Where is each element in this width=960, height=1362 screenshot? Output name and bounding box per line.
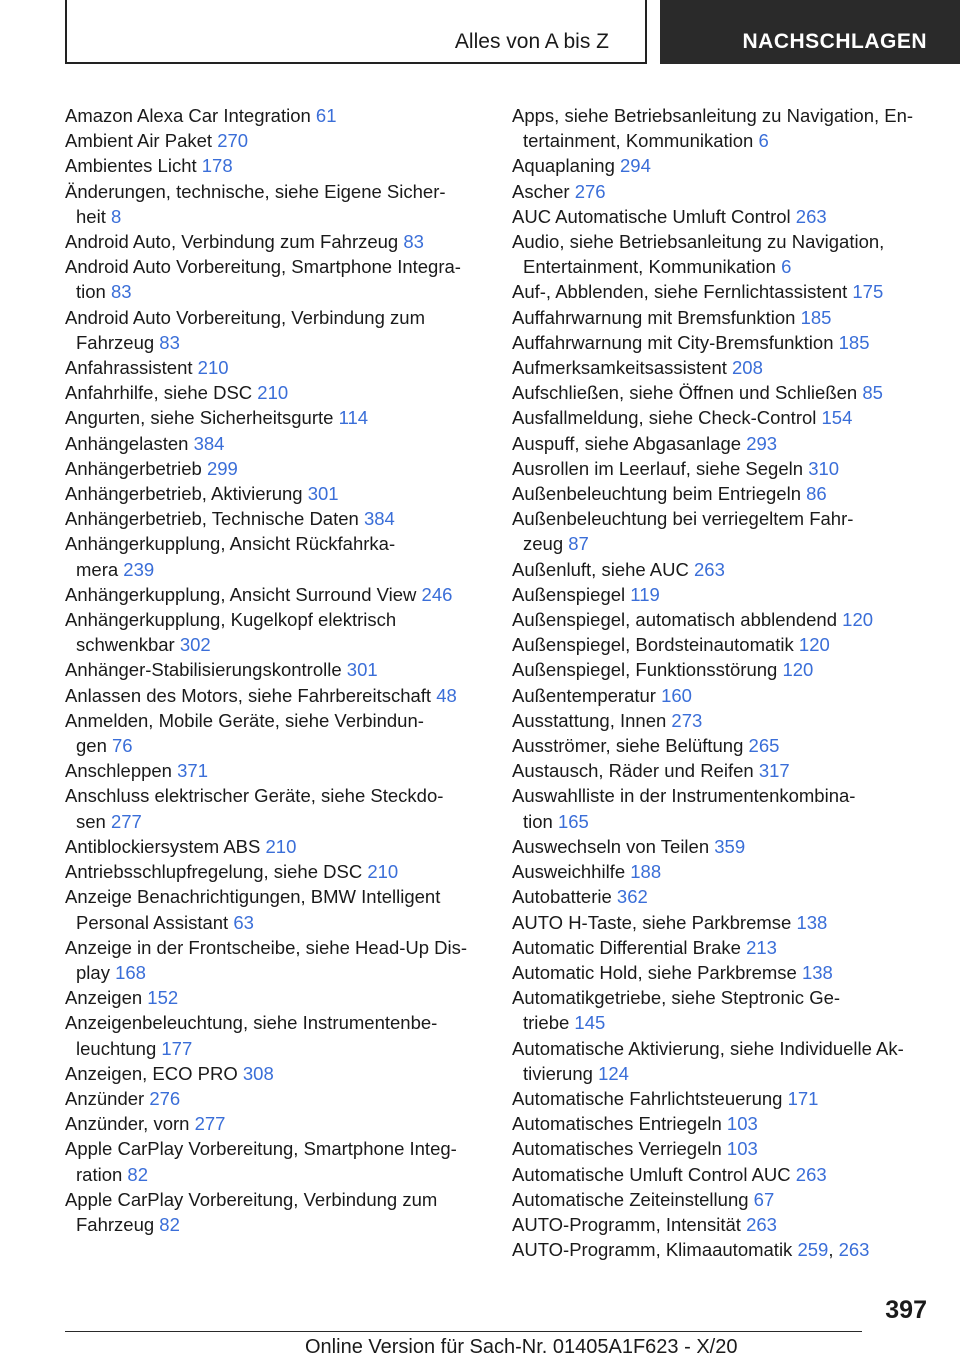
page-link[interactable]: 124 xyxy=(598,1062,629,1084)
entry-term: Außenspiegel xyxy=(512,583,626,605)
page-link[interactable]: 263 xyxy=(746,1213,777,1235)
entry-term: Außenluft, siehe AUC xyxy=(512,558,689,580)
index-entry xyxy=(512,859,932,884)
entry-term: Anlassen des Motors, siehe Fahrbereitschaft xyxy=(65,684,432,706)
index-entry xyxy=(65,531,485,581)
entry-term: triebe xyxy=(523,1012,570,1034)
entry-term: Aufschließen, siehe Öffnen und Schließen xyxy=(512,382,858,404)
page-link[interactable]: 302 xyxy=(179,634,211,656)
entry-term: Anhänger-Stabilisierungskontrolle xyxy=(65,659,342,681)
index-entry xyxy=(65,1136,485,1186)
entry-term: Auspuff, siehe Abgasanlage xyxy=(512,432,742,454)
index-entry xyxy=(512,657,932,682)
page-link[interactable]: 120 xyxy=(798,634,830,656)
page-link[interactable]: 48 xyxy=(436,684,457,706)
entry-term: Automatische Aktivierung, siehe Individuelle Ak- xyxy=(512,1037,904,1059)
entry-term: Änderungen, technische, siehe Eigene Sicher- xyxy=(65,180,446,202)
index-entry xyxy=(65,355,485,380)
page-link[interactable]: 301 xyxy=(346,659,378,681)
page-link[interactable]: 371 xyxy=(177,760,208,782)
page-link[interactable]: 276 xyxy=(149,1087,181,1109)
index-entry xyxy=(65,1010,485,1060)
index-entry xyxy=(512,431,932,456)
index-entry xyxy=(512,103,932,153)
index-entry xyxy=(65,103,485,128)
index-entry xyxy=(512,935,932,960)
page-link[interactable]: 177 xyxy=(161,1037,193,1059)
entry-term: Ausweichhilfe xyxy=(512,861,626,883)
index-entry xyxy=(65,607,485,657)
index-entry xyxy=(65,431,485,456)
entry-term: Anhängerkupplung, Ansicht Rückfahrka- xyxy=(65,533,396,555)
index-entry xyxy=(65,229,485,254)
page-link[interactable]: 208 xyxy=(732,357,763,379)
entry-term: Anzeige in der Frontscheibe, siehe Head-Up Dis- xyxy=(65,936,468,958)
entry-term: Ausstattung, Innen xyxy=(512,709,667,731)
page-link[interactable]: 6 xyxy=(781,256,792,278)
entry-term: Anzeige Benachrichtigungen, BMW Intelligent xyxy=(65,886,441,908)
page-link[interactable]: 63 xyxy=(233,911,254,933)
page-link[interactable]: 185 xyxy=(838,331,870,353)
index-column-left xyxy=(65,103,485,1237)
page-link[interactable]: 263 xyxy=(838,1239,870,1261)
entry-term: tion xyxy=(523,810,553,832)
page-link[interactable]: 265 xyxy=(748,735,780,757)
entry-term: Anzeigen xyxy=(65,987,143,1009)
index-entry xyxy=(65,834,485,859)
entry-term: Außenspiegel, automatisch abblendend xyxy=(512,609,838,631)
page-link[interactable]: 277 xyxy=(110,810,142,832)
entry-term: Automatic Differential Brake xyxy=(512,936,741,958)
page-link[interactable]: 152 xyxy=(147,987,179,1009)
entry-term: Antriebsschlupfregelung, siehe DSC xyxy=(65,861,363,883)
index-entry xyxy=(512,456,932,481)
entry-term: Anzünder xyxy=(65,1087,145,1109)
index-entry xyxy=(65,884,485,934)
entry-term: Anzünder, vorn xyxy=(65,1113,190,1135)
index-entry xyxy=(65,1061,485,1086)
entry-term: Antiblockiersystem ABS xyxy=(65,835,261,857)
entry-term: Anhängerkupplung, Kugelkopf elektrisch xyxy=(65,609,397,631)
page-link[interactable]: 359 xyxy=(714,835,746,857)
page-link[interactable]: 210 xyxy=(367,861,399,883)
page-link[interactable]: 210 xyxy=(197,357,229,379)
page-link[interactable]: 165 xyxy=(557,810,589,832)
page-link[interactable]: 259 xyxy=(797,1239,829,1261)
index-entry xyxy=(512,557,932,582)
entry-term: heit xyxy=(76,205,106,227)
entry-term: Autobatterie xyxy=(512,886,612,908)
entry-term: leuchtung xyxy=(76,1037,157,1059)
page-link[interactable]: 317 xyxy=(758,760,790,782)
index-entry xyxy=(65,254,485,304)
index-entry xyxy=(512,481,932,506)
index-entry xyxy=(65,1111,485,1136)
entry-term: zeug xyxy=(523,533,564,555)
page-link[interactable]: 87 xyxy=(568,533,589,555)
index-entry xyxy=(512,834,932,859)
entry-term: Apps, siehe Betriebsanleitung zu Navigation, En- xyxy=(512,105,914,126)
page-link[interactable]: 83 xyxy=(110,281,132,303)
page-link[interactable]: 82 xyxy=(159,1213,180,1235)
page-link[interactable]: 384 xyxy=(193,432,225,454)
page-link[interactable]: 160 xyxy=(661,684,692,706)
entry-term: Android Auto, Verbindung zum Fahrzeug xyxy=(65,231,399,253)
index-entry xyxy=(512,330,932,355)
index-entry xyxy=(65,708,485,758)
entry-term: Außenbeleuchtung bei verriegeltem Fahr- xyxy=(512,508,854,530)
entry-term: Ausrollen im Leerlauf, siehe Segeln xyxy=(512,457,804,479)
page-link[interactable]: 67 xyxy=(753,1188,775,1210)
entry-term: Anschluss elektrischer Geräte, siehe Steckdo- xyxy=(65,785,444,807)
entry-term: gen xyxy=(76,735,107,757)
entry-term: Entertainment, Kommunikation xyxy=(523,256,776,278)
entry-term: Angurten, siehe Sicherheitsgurte xyxy=(65,407,334,429)
page-link[interactable]: 308 xyxy=(242,1062,274,1084)
index-entry xyxy=(512,783,932,833)
index-entry xyxy=(512,1036,932,1086)
entry-term: Automatische Fahrlichtsteuerung xyxy=(512,1087,783,1109)
page-link[interactable]: 188 xyxy=(630,861,662,883)
entry-term: Auffahrwarnung mit City-Bremsfunktion xyxy=(512,331,834,353)
entry-term: AUTO H-Taste, siehe Parkbremse xyxy=(512,911,792,933)
entry-term: Apple CarPlay Vorbereitung, Verbindung zum xyxy=(65,1188,438,1210)
index-entry xyxy=(512,758,932,783)
entry-term: Außenspiegel, Funktionsstörung xyxy=(512,659,778,681)
entry-term: Audio, siehe Betriebsanleitung zu Navigation, xyxy=(512,231,885,253)
index-entry xyxy=(512,1086,932,1111)
index-entry xyxy=(65,305,485,355)
index-entry xyxy=(512,179,932,204)
page-link[interactable]: 83 xyxy=(159,331,180,353)
entry-term: Anhängerkupplung, Ansicht Surround View xyxy=(65,583,417,605)
entry-term: Ascher xyxy=(512,180,570,202)
entry-term: Auswahlliste in der Instrumentenkombina- xyxy=(512,785,856,807)
page-link[interactable]: 103 xyxy=(726,1138,758,1160)
index-entry xyxy=(65,758,485,783)
index-entry xyxy=(512,1162,932,1187)
page-link[interactable]: 362 xyxy=(616,886,648,908)
entry-term: Aufmerksamkeitsassistent xyxy=(512,357,727,379)
entry-term: tertainment, Kommunikation xyxy=(523,130,754,152)
entry-term: Automatisches Verriegeln xyxy=(512,1138,722,1160)
index-entry xyxy=(512,910,932,935)
entry-term: Automatic Hold, siehe Parkbremse xyxy=(512,961,797,983)
index-entry xyxy=(512,960,932,985)
page-link[interactable]: 171 xyxy=(787,1087,819,1109)
page-link[interactable]: 103 xyxy=(726,1113,758,1135)
entry-term: Fahrzeug xyxy=(76,331,155,353)
page-link[interactable]: 239 xyxy=(123,558,155,580)
page-link[interactable]: 210 xyxy=(257,382,289,404)
page-link[interactable]: 185 xyxy=(800,306,832,328)
entry-term: Android Auto Vorbereitung, Verbindung zum xyxy=(65,306,425,328)
section-title: Alles von A bis Z xyxy=(454,30,609,53)
page-link[interactable]: 154 xyxy=(821,407,853,429)
index-entry xyxy=(65,935,485,985)
page-link[interactable]: 120 xyxy=(782,659,814,681)
entry-term: Automatikgetriebe, siehe Steptronic Ge- xyxy=(512,987,841,1009)
index-entry xyxy=(65,1086,485,1111)
index-entry xyxy=(65,985,485,1010)
index-entry xyxy=(512,380,932,405)
entry-term: Anhängerbetrieb, Aktivierung xyxy=(65,483,303,505)
index-entry xyxy=(512,582,932,607)
index-entry xyxy=(65,657,485,682)
entry-term: Fahrzeug xyxy=(76,1213,155,1235)
index-entry xyxy=(65,506,485,531)
chapter-title: NACHSCHLAGEN xyxy=(742,30,927,53)
entry-term: Android Auto Vorbereitung, Smartphone Integra- xyxy=(65,256,461,278)
page-link[interactable]: 276 xyxy=(574,180,606,202)
entry-term: Apple CarPlay Vorbereitung, Smartphone Integ- xyxy=(65,1138,457,1160)
entry-term: Anzeigenbeleuchtung, siehe Instrumentenbe- xyxy=(65,1012,438,1034)
page-link[interactable]: 294 xyxy=(620,155,651,177)
page-link[interactable]: 270 xyxy=(217,130,249,152)
entry-term: Austausch, Räder und Reifen xyxy=(512,760,754,782)
page-link[interactable]: 301 xyxy=(307,483,339,505)
page-link[interactable]: 76 xyxy=(112,735,133,757)
index-entry xyxy=(512,607,932,632)
index-entry xyxy=(65,481,485,506)
entry-term: AUC Automatische Umluft Control xyxy=(512,205,791,227)
entry-term: Außentemperatur xyxy=(512,684,656,706)
entry-term: Aquaplaning xyxy=(512,155,615,177)
index-entry xyxy=(65,380,485,405)
entry-term: Personal Assistant xyxy=(76,911,229,933)
index-entry xyxy=(512,1136,932,1161)
page-link[interactable]: 277 xyxy=(194,1113,226,1135)
index-entry xyxy=(65,153,485,178)
index-column-right xyxy=(512,103,932,1262)
entry-term: Auffahrwarnung mit Bremsfunktion xyxy=(512,306,796,328)
footer-online-version: Online Version für Sach-Nr. 01405A1F623 - X/20 xyxy=(305,1336,738,1358)
index-entry xyxy=(65,859,485,884)
entry-term: Ambientes Licht xyxy=(65,155,197,177)
page-link[interactable]: 61 xyxy=(315,105,337,126)
entry-term: Ausfallmeldung, siehe Check-Control xyxy=(512,407,817,429)
entry-term: tivierung xyxy=(523,1062,593,1084)
entry-term: play xyxy=(76,961,110,983)
entry-term: Anmelden, Mobile Geräte, siehe Verbindun- xyxy=(65,709,424,731)
page-link[interactable]: 6 xyxy=(758,130,769,152)
page-number: 397 xyxy=(885,1296,927,1324)
entry-term: Automatische Zeiteinstellung xyxy=(512,1188,749,1210)
entry-term: Ambient Air Paket xyxy=(65,130,213,152)
index-entry xyxy=(512,153,932,178)
page-link[interactable]: 246 xyxy=(421,583,453,605)
entry-term: Automatische Umluft Control AUC xyxy=(512,1163,791,1185)
entry-term: mera xyxy=(76,558,119,580)
entry-term: Anhängelasten xyxy=(65,432,189,454)
index-entry xyxy=(512,1212,932,1237)
index-entry xyxy=(65,179,485,229)
page-link[interactable]: 210 xyxy=(265,835,297,857)
index-entry xyxy=(65,783,485,833)
page-link[interactable]: 120 xyxy=(842,609,874,631)
header-chapter-tab xyxy=(660,0,960,64)
page-link[interactable]: 293 xyxy=(746,432,778,454)
page-link[interactable]: 83 xyxy=(403,231,424,253)
page-link[interactable]: 273 xyxy=(671,709,703,731)
page-link[interactable]: 85 xyxy=(862,382,883,404)
index-entry xyxy=(512,229,932,279)
entry-term: schwenkbar xyxy=(76,634,175,656)
index-entry xyxy=(512,279,932,304)
index-entry xyxy=(512,708,932,733)
page-link[interactable]: 263 xyxy=(795,1163,827,1185)
entry-term: Anfahrhilfe, siehe DSC xyxy=(65,382,253,404)
index-entry xyxy=(512,1187,932,1212)
index-entry xyxy=(65,1187,485,1237)
index-entry xyxy=(512,1111,932,1136)
page-link[interactable]: 168 xyxy=(115,961,146,983)
page-link[interactable]: 138 xyxy=(801,961,833,983)
page-link[interactable]: 138 xyxy=(796,911,828,933)
page-link[interactable]: 310 xyxy=(808,457,840,479)
page-link[interactable]: 178 xyxy=(201,155,233,177)
entry-term: Anschleppen xyxy=(65,760,172,782)
index-entry xyxy=(512,506,932,556)
entry-term: Anhängerbetrieb, Technische Daten xyxy=(65,508,359,530)
page-link[interactable]: 114 xyxy=(338,407,369,429)
entry-term: ration xyxy=(76,1163,123,1185)
entry-term: sen xyxy=(76,810,106,832)
page-link[interactable]: 213 xyxy=(746,936,777,958)
index-entry xyxy=(65,683,485,708)
index-entry xyxy=(512,733,932,758)
page-link[interactable]: 263 xyxy=(694,558,725,580)
index-entry xyxy=(512,355,932,380)
entry-term: AUTO-Programm, Intensität xyxy=(512,1213,741,1235)
index-entry xyxy=(512,305,932,330)
entry-term: AUTO-Programm, Klimaautomatik xyxy=(512,1239,793,1261)
page-link[interactable]: 82 xyxy=(127,1163,148,1185)
page-link[interactable]: 145 xyxy=(574,1012,606,1034)
index-entry xyxy=(65,405,485,430)
index-entry: AUTO-Programm, Klimaautomatik 259, 263 xyxy=(512,1239,870,1261)
page-link[interactable]: 86 xyxy=(806,483,827,505)
index-entry xyxy=(512,405,932,430)
page-link[interactable]: 175 xyxy=(852,281,884,303)
index-entry xyxy=(512,985,932,1035)
entry-term: Anfahrassistent xyxy=(65,357,193,379)
page-link[interactable]: 8 xyxy=(110,205,122,227)
index-entry xyxy=(65,456,485,481)
index-entry xyxy=(65,128,485,153)
entry-term: Auf-, Abblenden, siehe Fernlichtassistent xyxy=(512,281,848,303)
index-entry xyxy=(512,204,932,229)
entry-term: Außenspiegel, Bordsteinautomatik xyxy=(512,634,794,656)
entry-term: Auswechseln von Teilen xyxy=(512,835,710,857)
entry-term: Amazon Alexa Car Integration xyxy=(65,105,311,126)
entry-term: Automatisches Entriegeln xyxy=(512,1113,722,1135)
index-entry xyxy=(512,884,932,909)
entry-term: tion xyxy=(76,281,106,303)
page-link[interactable]: 299 xyxy=(206,457,238,479)
header-section-tab xyxy=(65,0,647,64)
entry-term: Anhängerbetrieb xyxy=(65,457,202,479)
page-link[interactable]: 119 xyxy=(630,583,660,605)
entry-term: Ausströmer, siehe Belüftung xyxy=(512,735,744,757)
page-link[interactable]: 263 xyxy=(795,205,827,227)
entry-term: Außenbeleuchtung beim Entriegeln xyxy=(512,483,801,505)
index-entry xyxy=(512,683,932,708)
page-link[interactable]: 384 xyxy=(363,508,395,530)
entry-term: Anzeigen, ECO PRO xyxy=(65,1062,238,1084)
footer-divider xyxy=(65,1331,862,1332)
index-entry xyxy=(512,632,932,657)
index-entry xyxy=(65,582,485,607)
